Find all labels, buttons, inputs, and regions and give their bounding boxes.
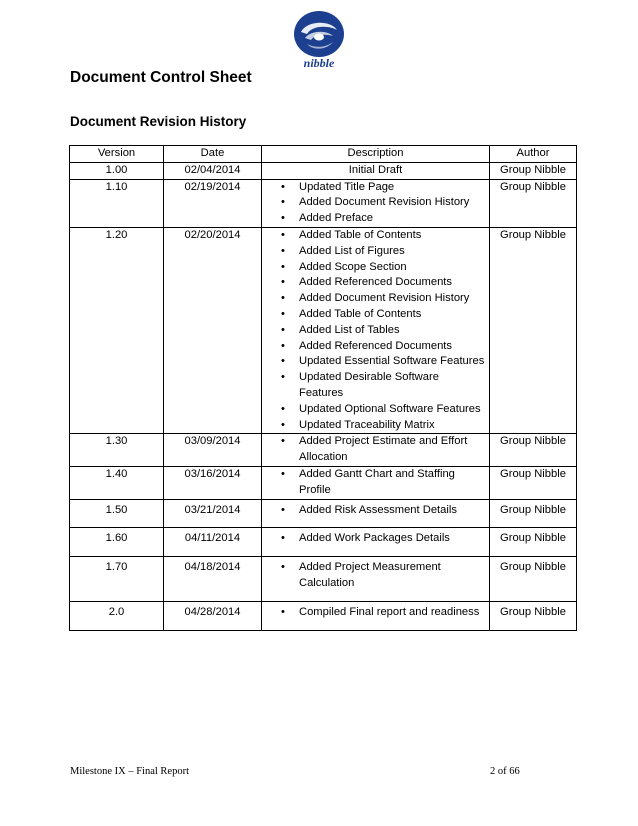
author-cell: Group Nibble: [490, 434, 577, 467]
author-cell: Group Nibble: [490, 499, 577, 528]
bullet-icon: •: [281, 292, 285, 305]
list-item-text: Updated Desirable Software Features: [299, 371, 439, 399]
description-cell: [262, 466, 490, 499]
description-cell: [262, 227, 490, 433]
bullet-icon: •: [281, 435, 285, 448]
list-item-text: Added Project Measurement Calculation: [299, 561, 441, 589]
bullet-icon: •: [281, 307, 285, 320]
list-item-text: Added Document Revision History: [299, 196, 470, 209]
list-item: [266, 323, 485, 339]
version-cell: 1.30: [70, 434, 164, 467]
list-item-text: Updated Traceability Matrix: [299, 418, 435, 431]
list-item-text: Compiled Final report and readiness: [299, 605, 480, 618]
table-row: [70, 601, 577, 630]
list-item-text: Added Referenced Documents: [299, 339, 452, 352]
author-cell: Group Nibble: [490, 557, 577, 602]
description-cell: Initial Draft: [262, 162, 490, 179]
description-list: [266, 467, 485, 499]
section-title: Document Revision History: [70, 114, 247, 129]
footer-page-number: 2 of 66: [490, 766, 520, 777]
list-item-text: Added Table of Contents: [299, 228, 422, 241]
description-list: [266, 434, 485, 466]
table-row: [70, 162, 577, 179]
version-cell: 1.50: [70, 499, 164, 528]
author-cell: Group Nibble: [490, 179, 577, 227]
description-list: [266, 228, 485, 433]
header-version: Version: [70, 146, 164, 163]
bullet-icon: •: [281, 561, 285, 574]
author-cell: Group Nibble: [490, 601, 577, 630]
bullet-icon: •: [281, 467, 285, 480]
author-cell: Group Nibble: [490, 466, 577, 499]
date-cell: 04/18/2014: [164, 557, 262, 602]
logo-wordmark: nibble: [303, 56, 335, 70]
bullet-icon: •: [281, 339, 285, 352]
bullet-icon: •: [281, 212, 285, 225]
bullet-icon: •: [281, 260, 285, 273]
list-item: [266, 503, 485, 519]
list-item-text: Added Work Packages Details: [299, 532, 450, 545]
description-cell: [262, 499, 490, 528]
description-list: [266, 503, 485, 519]
version-cell: 1.70: [70, 557, 164, 602]
list-item-text: Updated Essential Software Features: [299, 355, 485, 368]
bullet-icon: •: [281, 355, 285, 368]
author-cell: Group Nibble: [490, 162, 577, 179]
table-row: [70, 466, 577, 499]
bullet-icon: •: [281, 180, 285, 193]
date-cell: 02/20/2014: [164, 227, 262, 433]
author-cell: Group Nibble: [490, 227, 577, 433]
nibble-logo: [287, 8, 351, 70]
description-cell: [262, 557, 490, 602]
list-item-text: Added List of Figures: [299, 244, 405, 257]
date-cell: 03/16/2014: [164, 466, 262, 499]
list-item: [266, 275, 485, 291]
bullet-icon: •: [281, 228, 285, 241]
table-row: [70, 557, 577, 602]
bullet-icon: •: [281, 371, 285, 384]
bullet-icon: •: [281, 402, 285, 415]
description-cell: [262, 434, 490, 467]
bullet-icon: •: [281, 244, 285, 257]
version-cell: 2.0: [70, 601, 164, 630]
list-item: [266, 605, 485, 621]
description-list: [266, 180, 485, 227]
list-item: [266, 434, 485, 466]
table-body: [70, 162, 577, 630]
list-item-text: Added List of Tables: [299, 323, 400, 336]
list-item-text: Added Table of Contents: [299, 307, 422, 320]
list-item: [266, 244, 485, 260]
table-row: [70, 434, 577, 467]
list-item: [266, 228, 485, 244]
list-item-text: Added Document Revision History: [299, 292, 470, 305]
list-item: [266, 195, 485, 211]
table-row: [70, 528, 577, 557]
list-item: [266, 291, 485, 307]
footer-report-name: Milestone IX – Final Report: [70, 766, 189, 777]
header-date: Date: [164, 146, 262, 163]
list-item: [266, 531, 485, 547]
bullet-icon: •: [281, 196, 285, 209]
list-item-text: Added Risk Assessment Details: [299, 503, 457, 516]
bullet-icon: •: [281, 276, 285, 289]
version-cell: 1.40: [70, 466, 164, 499]
list-item: [266, 211, 485, 227]
date-cell: 04/28/2014: [164, 601, 262, 630]
bullet-icon: •: [281, 418, 285, 431]
date-cell: 02/19/2014: [164, 179, 262, 227]
list-item-text: Updated Optional Software Features: [299, 402, 481, 415]
list-item: [266, 354, 485, 370]
list-item: [266, 370, 485, 402]
table-row: [70, 179, 577, 227]
list-item: [266, 467, 485, 499]
version-cell: 1.10: [70, 179, 164, 227]
table-row: [70, 227, 577, 433]
bullet-icon: •: [281, 532, 285, 545]
description-list: [266, 531, 485, 547]
date-cell: 04/11/2014: [164, 528, 262, 557]
list-item-text: Added Preface: [299, 212, 374, 225]
list-item-text: Added Gantt Chart and Staffing Profile: [299, 467, 455, 496]
date-cell: 03/09/2014: [164, 434, 262, 467]
version-cell: 1.20: [70, 227, 164, 433]
description-cell: [262, 179, 490, 227]
list-item: [266, 339, 485, 355]
table-row: [70, 499, 577, 528]
page-title: Document Control Sheet: [70, 69, 252, 86]
bullet-icon: •: [281, 605, 285, 618]
list-item: [266, 560, 485, 592]
list-item: [266, 418, 485, 434]
table-header-row: [70, 146, 577, 163]
date-cell: 02/04/2014: [164, 162, 262, 179]
header-description: Description: [262, 146, 490, 163]
list-item-text: Added Scope Section: [299, 260, 407, 273]
revision-history-table: [69, 145, 577, 631]
bullet-icon: •: [281, 323, 285, 336]
list-item-text: Added Referenced Documents: [299, 276, 452, 289]
list-item: [266, 260, 485, 276]
version-cell: 1.00: [70, 162, 164, 179]
list-item: [266, 180, 485, 196]
author-cell: Group Nibble: [490, 528, 577, 557]
version-cell: 1.60: [70, 528, 164, 557]
header-author: Author: [490, 146, 577, 163]
list-item-text: Updated Title Page: [299, 180, 395, 193]
list-item: [266, 307, 485, 323]
list-item: [266, 402, 485, 418]
bullet-icon: •: [281, 503, 285, 516]
list-item-text: Added Project Estimate and Effort Allocation: [299, 435, 468, 464]
description-cell: [262, 601, 490, 630]
description-list: [266, 560, 485, 592]
description-cell: [262, 528, 490, 557]
date-cell: 03/21/2014: [164, 499, 262, 528]
description-list: [266, 605, 485, 621]
